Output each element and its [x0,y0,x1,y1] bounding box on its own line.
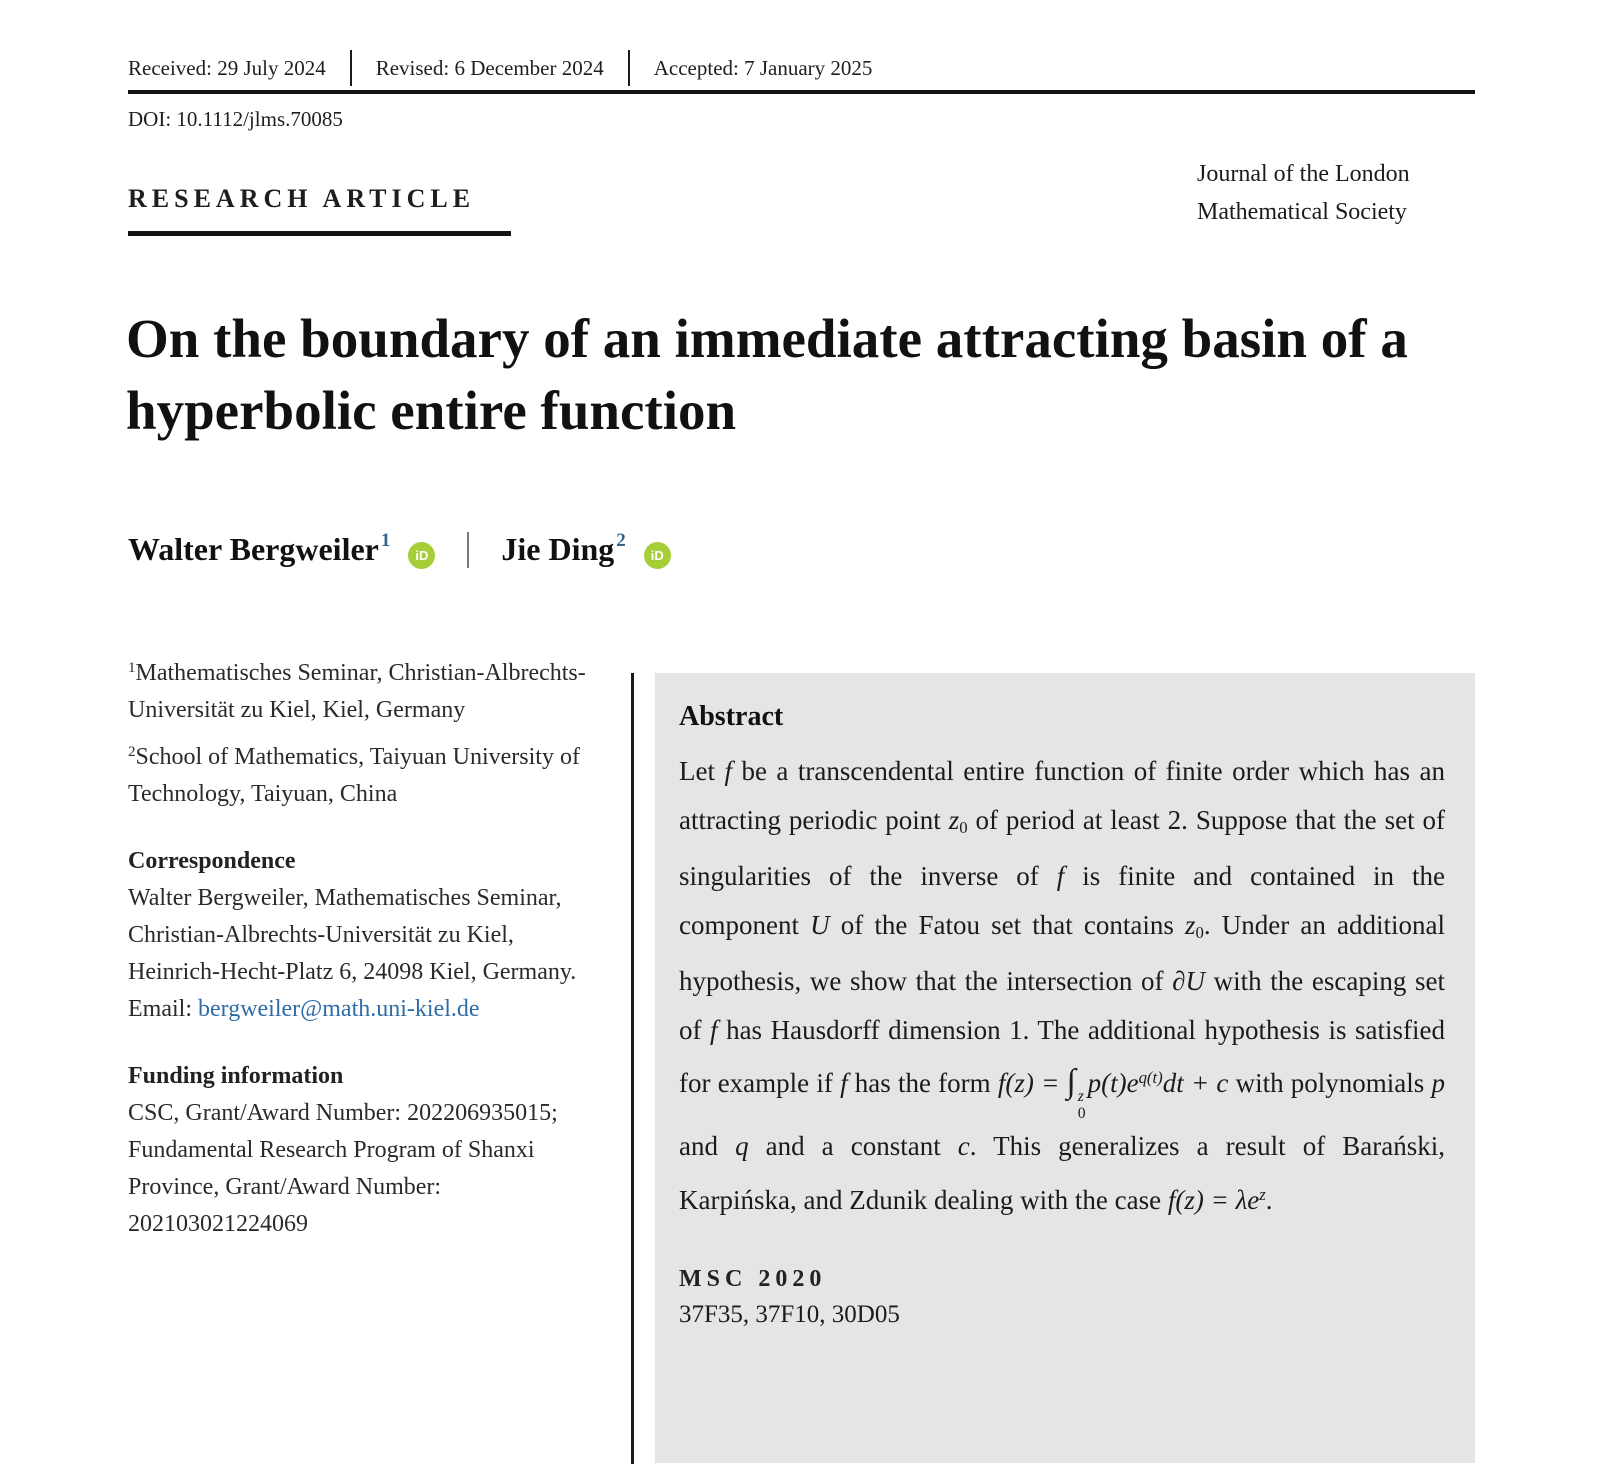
affiliation-1-sup: 1 [128,660,136,676]
abstract-box [655,673,1475,1463]
correspondence-text: Walter Bergweiler, Mathematisches Seminar, Christian-Albrechts-Universität zu Kiel, Heinrich-Hecht-Platz 6, 24098 Kiel, Germany. [128,885,577,985]
journal-name [1197,155,1410,231]
affiliation-1-text: Mathematisches Seminar, Christian-Albrechts-Universität zu Kiel, Kiel, Germany [128,660,586,723]
author-separator [467,532,469,568]
correspondence-heading: Correspondence [128,848,296,874]
accepted-date: Accepted: 7 January 2025 [653,56,873,80]
doi-text: DOI: 10.1112/jlms.70085 [128,107,343,131]
affiliation-1 [128,655,600,729]
author-2 [501,530,670,569]
msc-heading: MSC 2020 [679,1266,827,1293]
orcid-icon[interactable]: iD [644,542,671,569]
header-rule [128,90,1475,94]
author-list [128,530,671,569]
journal-name-line2: Mathematical Society [1197,199,1407,225]
affiliation-2-text: School of Mathematics, Taiyuan University of Technology, Taiyuan, China [128,744,580,807]
journal-name-line1: Journal of the London [1197,161,1410,187]
funding-text: CSC, Grant/Award Number: 202206935015; Fundamental Research Program of Shanxi Province, Grant/Award Number: 202103021224069 [128,1100,558,1237]
orcid-icon[interactable]: iD [408,542,435,569]
abstract-heading: Abstract [679,701,784,732]
author-2-name: Jie Ding [501,531,615,567]
affiliation-2-sup: 2 [128,744,136,760]
submission-dates-bar [128,50,896,86]
affiliation-2 [128,739,600,813]
article-info-column [128,655,600,1253]
funding-block [128,1058,600,1243]
received-date: Received: 29 July 2024 [128,50,352,86]
column-divider [631,673,634,1464]
email-label: Email: [128,996,198,1022]
author-2-affiliation-sup: 2 [616,530,626,551]
correspondence-email-line [128,991,600,1028]
article-type-underline [128,231,511,236]
email-link[interactable]: bergweiler@math.uni-kiel.de [197,996,480,1022]
page-title: On the boundary of an immediate attracting basin of a hyperbolic entire function [126,308,1408,441]
revised-date: Revised: 6 December 2024 [352,50,630,86]
abstract-text: Let f be a transcendental entire function of finite order which has an attracting periodic point z0 of period at least 2. Suppose that the set of singularities of the inverse of f is finite and contained in the component U of the Fatou set that contains z0. Under an additional hypothesis, we show that the intersection of ∂U with the escaping set of f has Hausdorff dimension 1. The additional hypothesis is satisfied for example if f has the form f(z) = ∫ z 0 $p(t)e^{q(t)}dt + c$ with polynomials p and q and a constant c. This generalizes a result of Barański, Karpińska, and Zdunik dealing with the case $f(z) = \lambda e^z$. [679,756,1446,1215]
article-type-label: RESEARCH ARTICLE [128,184,476,213]
funding-heading: Funding information [128,1063,344,1089]
msc-codes: 37F35, 37F10, 30D05 [679,1301,900,1329]
author-1 [128,530,435,569]
author-1-affiliation-sup: 1 [380,530,391,551]
author-1-name: Walter Bergweiler [128,531,379,567]
